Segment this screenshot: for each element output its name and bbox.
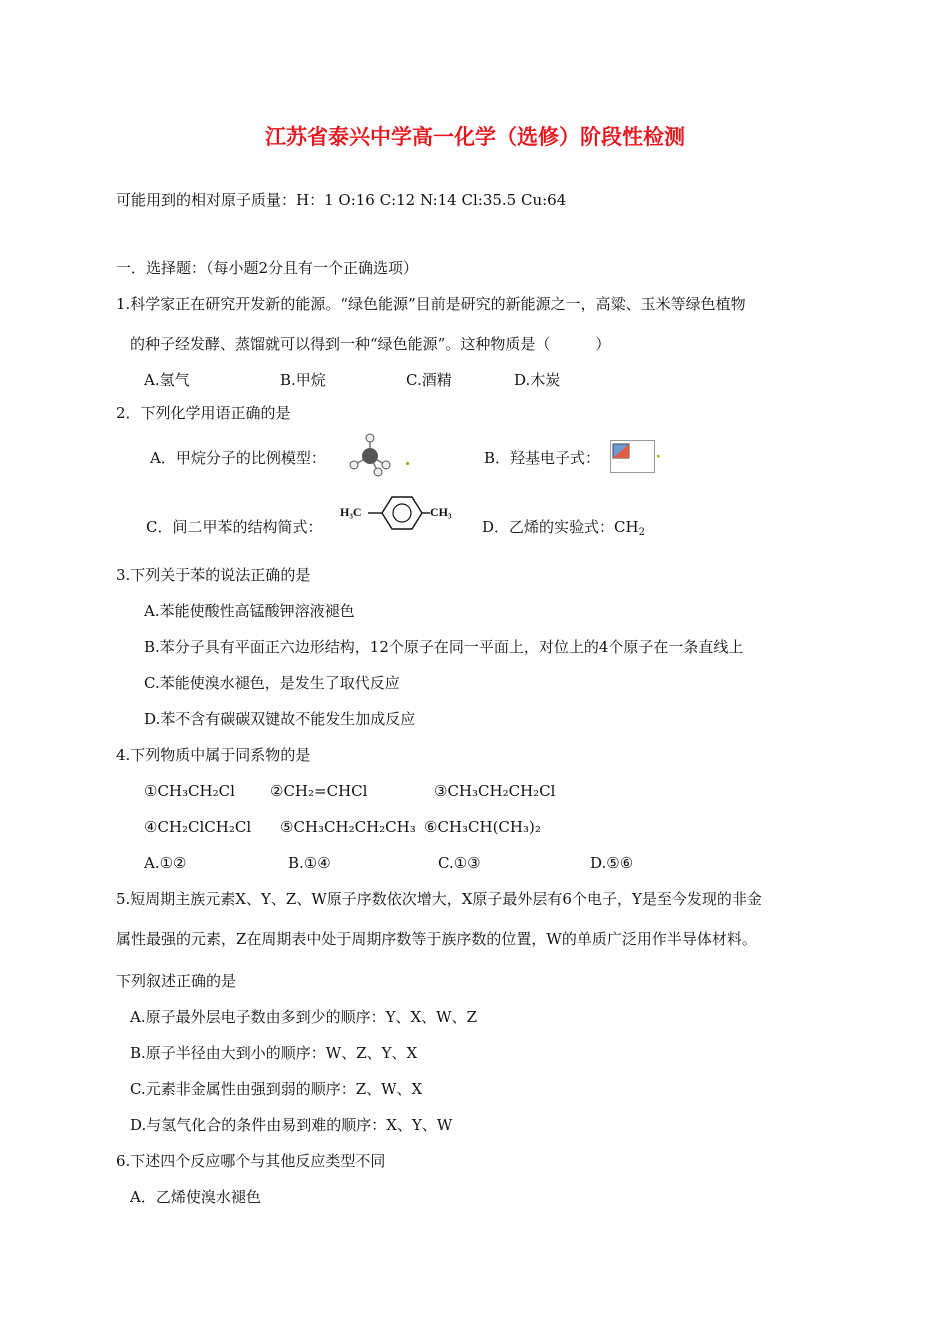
q4-option-c: C.①③: [438, 854, 481, 872]
q4-item-4: ④CH₂ClCH₂Cl: [144, 818, 252, 836]
q4-option-d: D.⑤⑥: [590, 854, 634, 872]
q3-option-c: C.苯能使溴水褪色，是发生了取代反应: [144, 674, 400, 692]
q4-item-2: ②CH₂=CHCl: [270, 782, 368, 800]
q6-option-a: A．乙烯使溴水褪色: [130, 1188, 261, 1206]
q2-option-c: C．间二甲苯的结构简式：: [146, 518, 323, 536]
q5-stem-line1: 5.短周期主族元素X、Y、Z、W原子序数依次增大，X原子最外层有6个电子，Y是至今发现的非金: [116, 890, 762, 908]
xylene-structure-icon: [336, 494, 460, 534]
section-heading: 一．选择题：（每小题2分且有一个正确选项）: [116, 259, 419, 277]
atomic-masses: 可能用到的相对原子质量：H：1 O:16 C:12 N:14 Cl:35.5 Cu:64: [116, 191, 567, 209]
q4-item-3: ③CH₃CH₂CH₂Cl: [434, 782, 556, 800]
q4-item-6: ⑥CH₃CH(CH₃)₂: [424, 818, 541, 836]
q3-option-b: B.苯分子具有平面正六边形结构，12个原子在同一平面上，对位上的4个原子在一条直线上: [144, 638, 744, 656]
ch3-label: CH₃: [430, 505, 452, 519]
methane-model-icon: [348, 432, 412, 478]
q5-stem-line3: 下列叙述正确的是: [116, 972, 237, 990]
q6-stem: 6.下述四个反应哪个与其他反应类型不同: [116, 1152, 386, 1170]
q1-option-d: D.木炭: [514, 371, 561, 389]
q2-option-d: D．乙烯的实验式：$CH_2$: [482, 518, 645, 538]
q3-option-d: D.苯不含有碳碳双键故不能发生加成反应: [144, 710, 416, 728]
q3-option-a: A.苯能使酸性高锰酸钾溶液褪色: [144, 602, 355, 620]
q5-option-b: B.原子半径由大到小的顺序：W、Z、Y、X: [130, 1044, 418, 1062]
q2-stem: 2．下列化学用语正确的是: [116, 404, 291, 422]
q5-option-d: D.与氢气化合的条件由易到难的顺序：X、Y、W: [130, 1116, 453, 1134]
q4-option-a: A.①②: [144, 854, 187, 872]
q5-option-c: C.元素非金属性由强到弱的顺序：Z、W、X: [130, 1080, 423, 1098]
q5-stem-line2: 属性最强的元素，Z在周期表中处于周期序数等于族序数的位置，W的单质广泛用作半导体材料。: [116, 930, 757, 948]
q1-option-a: A.氢气: [144, 371, 190, 389]
q1-option-c: C.酒精: [406, 371, 452, 389]
q4-item-5: ⑤CH₃CH₂CH₂CH₃: [280, 818, 416, 836]
q4-stem: 4.下列物质中属于同系物的是: [116, 746, 311, 764]
q2-option-a: A．甲烷分子的比例模型：: [150, 449, 326, 467]
hydroxyl-image-icon: [610, 440, 662, 474]
q2-option-b: B．羟基电子式：: [484, 449, 601, 467]
page-title: 江苏省泰兴中学高一化学（选修）阶段性检测: [265, 124, 685, 149]
q5-option-a: A.原子最外层电子数由多到少的顺序：Y、X、W、Z: [130, 1008, 478, 1026]
q4-option-b: B.①④: [288, 854, 331, 872]
q1-stem-line1: 1.科学家正在研究开发新的能源。“绿色能源”目前是研究的新能源之一，高粱、玉米等绿色植物: [116, 295, 746, 313]
q1-stem-line2: 的种子经发酵、蒸馏就可以得到一种“绿色能源”。这种物质是（ ）: [130, 335, 611, 353]
q3-stem: 3.下列关于苯的说法正确的是: [116, 566, 311, 584]
q4-item-1: ①CH₃CH₂Cl: [144, 782, 235, 800]
q1-option-b: B.甲烷: [280, 371, 326, 389]
h3c-label: H₃C: [340, 505, 362, 519]
